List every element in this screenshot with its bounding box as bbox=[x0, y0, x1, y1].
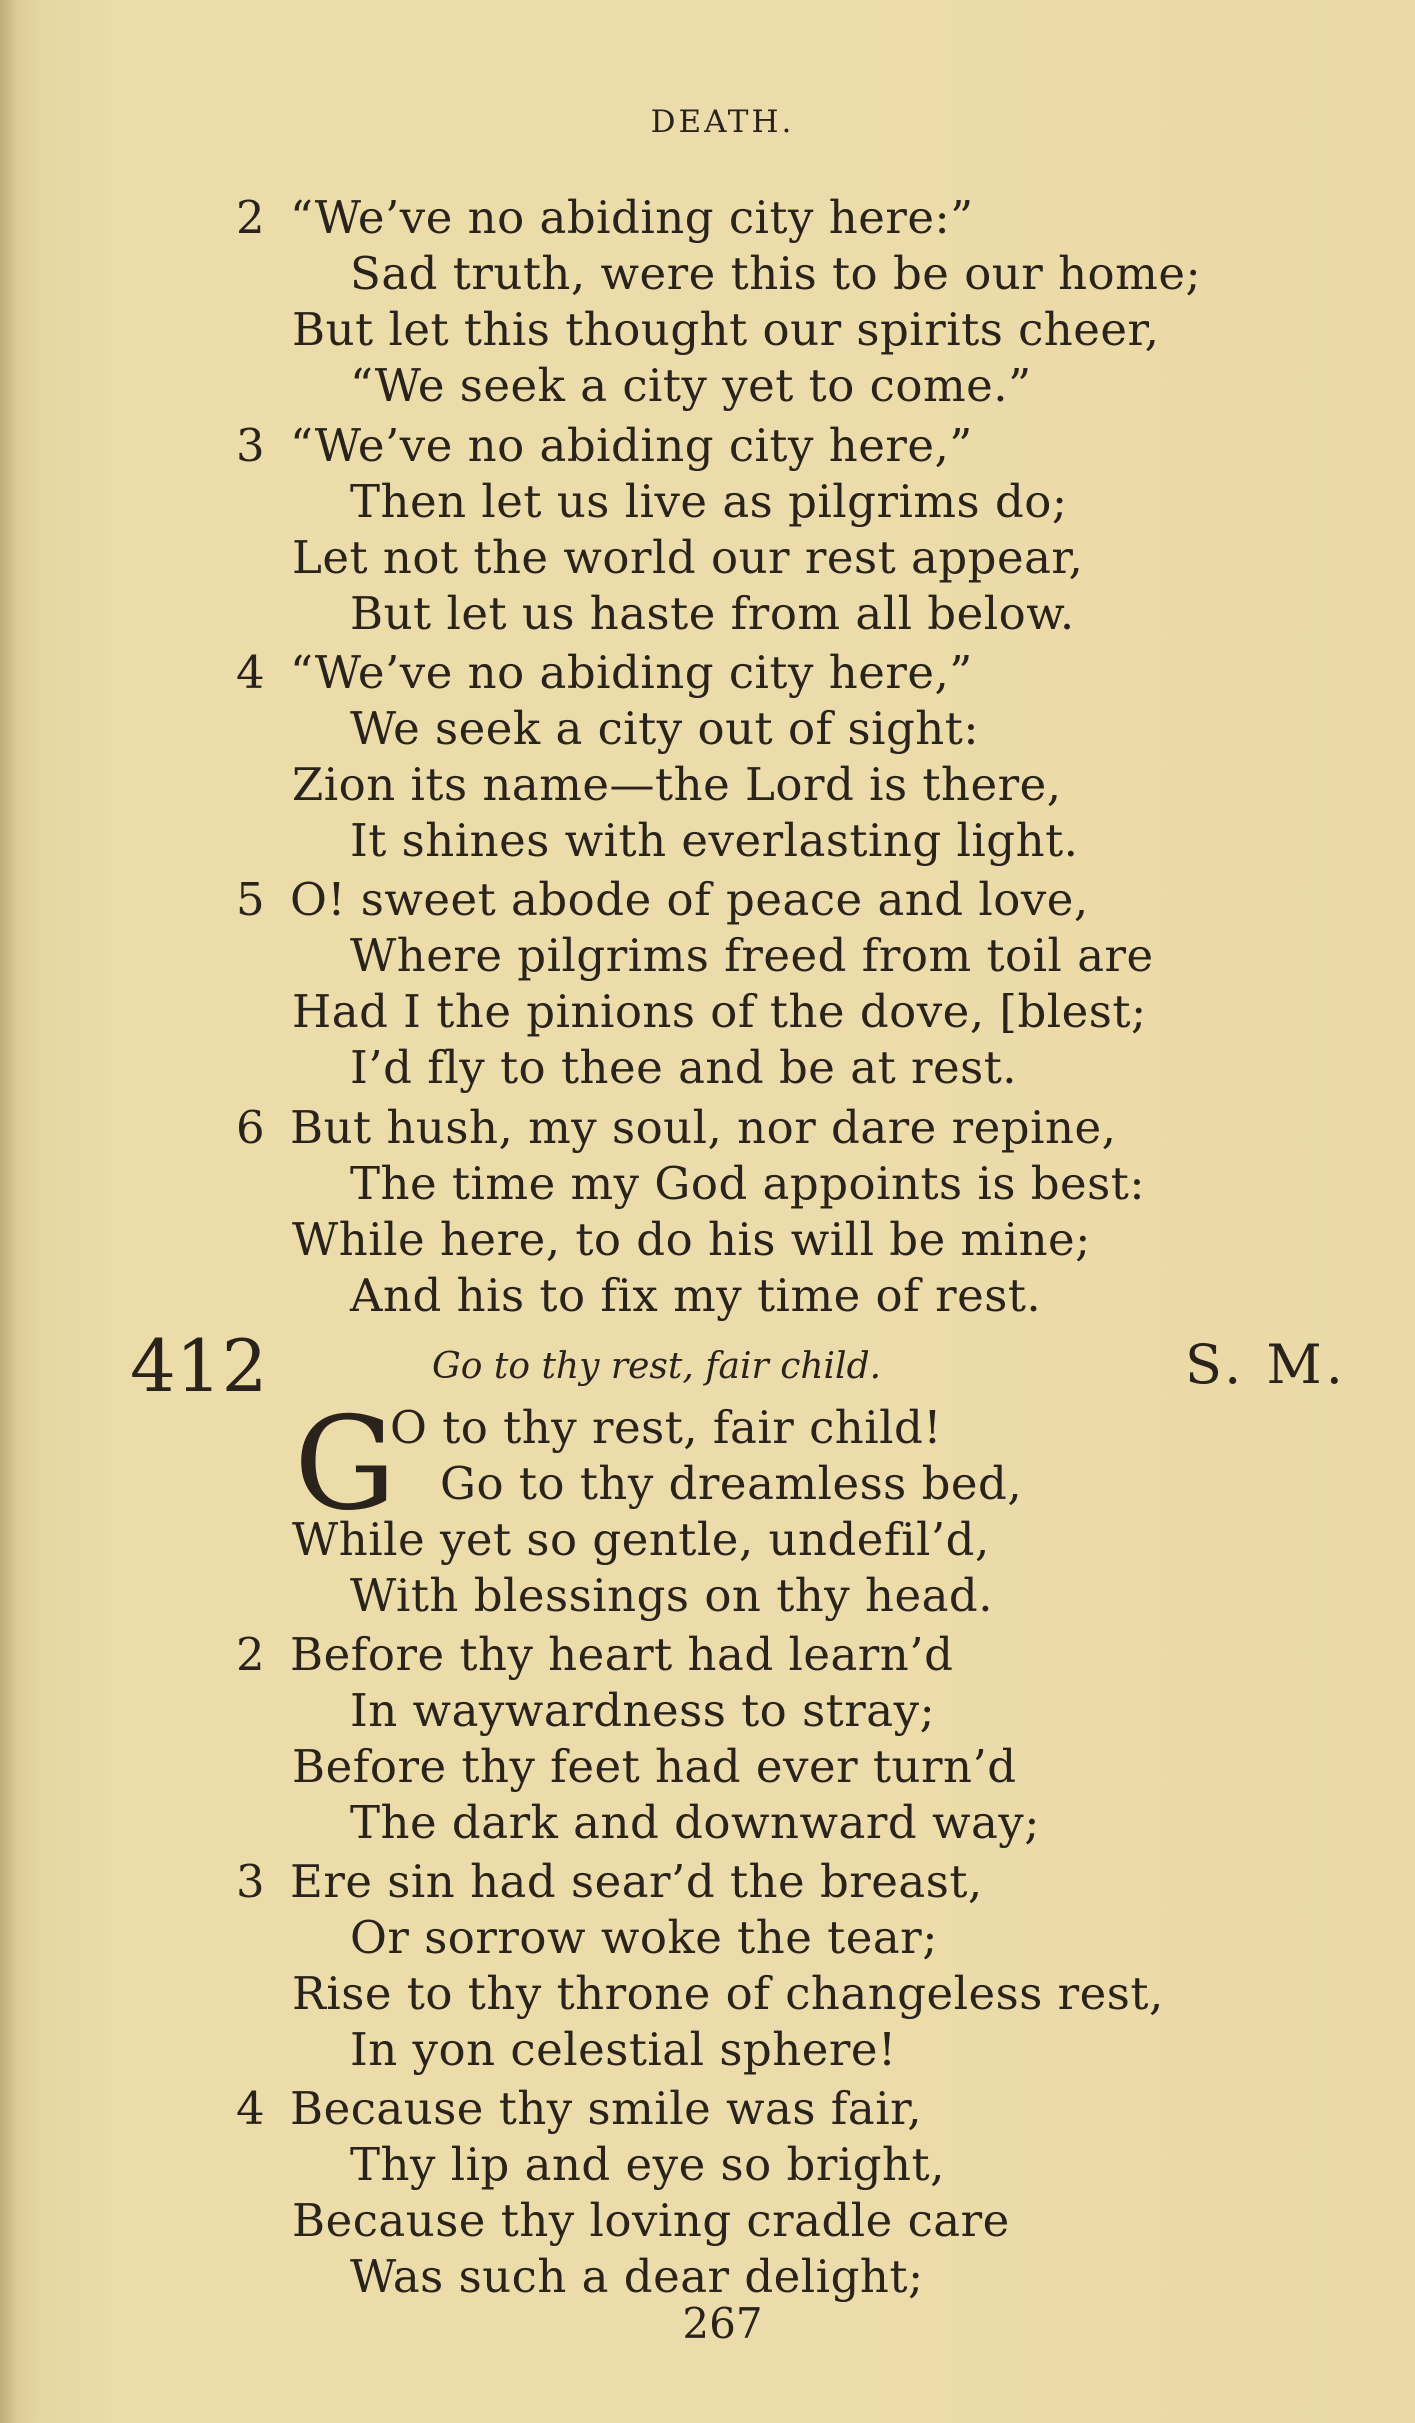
verse-line: It shines with everlasting light. bbox=[350, 814, 1079, 867]
verse-line: O! sweet abode of peace and love, bbox=[290, 873, 1089, 926]
verse-line: Sad truth, were this to be our home; bbox=[350, 247, 1202, 300]
verse-line: While here, to do his will be mine; bbox=[292, 1213, 1091, 1266]
verse-line: Was such a dear delight; bbox=[350, 2250, 924, 2303]
verse-line: Then let us live as pilgrims do; bbox=[350, 475, 1068, 528]
verse-line: Before thy feet had ever turn’d bbox=[292, 1740, 1017, 1793]
running-head: DEATH. bbox=[650, 104, 795, 140]
verse-line: While yet so gentle, undefil’d, bbox=[292, 1513, 990, 1566]
verse-line: “We’ve no abiding city here:” bbox=[290, 191, 974, 244]
verse-line: Rise to thy throne of changeless rest, bbox=[292, 1967, 1164, 2020]
verse-line: In yon celestial sphere! bbox=[350, 2023, 897, 2076]
stanza-number: 4 bbox=[236, 2082, 265, 2135]
verse-line: In waywardness to stray; bbox=[350, 1684, 936, 1737]
verse-line: Where pilgrims freed from toil are bbox=[350, 929, 1154, 982]
verse-line: “We’ve no abiding city here,” bbox=[290, 646, 973, 699]
stanza-number: 3 bbox=[236, 1855, 265, 1908]
verse-line: Because thy smile was fair, bbox=[290, 2082, 923, 2135]
hymn-number: 412 bbox=[130, 1324, 268, 1408]
verse-line: “We’ve no abiding city here,” bbox=[290, 419, 973, 472]
verse-line: The time my God appoints is best: bbox=[350, 1157, 1146, 1210]
verse-line: We seek a city out of sight: bbox=[350, 702, 980, 755]
verse-line: “We seek a city yet to come.” bbox=[350, 359, 1032, 412]
stanza-number: 2 bbox=[236, 1628, 265, 1681]
verse-line: Because thy loving cradle care bbox=[292, 2194, 1010, 2247]
verse-line: Ere sin had sear’d the breast, bbox=[290, 1855, 983, 1908]
stanza-number: 3 bbox=[236, 419, 265, 472]
verse-line: The dark and downward way; bbox=[350, 1796, 1040, 1849]
verse-line: Go to thy dreamless bed, bbox=[440, 1457, 1023, 1510]
stanza-number: 6 bbox=[236, 1101, 265, 1154]
verse-line: Had I the pinions of the dove, [blest; bbox=[292, 985, 1147, 1038]
verse-line: But let this thought our spirits cheer, bbox=[292, 303, 1160, 356]
verse-line: Let not the world our rest appear, bbox=[292, 531, 1084, 584]
verse-line: With blessings on thy head. bbox=[350, 1569, 994, 1622]
page-number: 267 bbox=[682, 2299, 763, 2348]
page-edge-shadow bbox=[0, 0, 18, 2423]
hymn-title: Go to thy rest, fair child. bbox=[432, 1346, 882, 1387]
drop-cap: G bbox=[294, 1390, 397, 1539]
verse-line: Zion its name—the Lord is there, bbox=[292, 758, 1062, 811]
verse-line: But let us haste from all below. bbox=[350, 587, 1075, 640]
verse-line: And his to fix my time of rest. bbox=[350, 1269, 1042, 1322]
verse-line: But hush, my soul, nor dare repine, bbox=[290, 1101, 1117, 1154]
verse-line: I’d fly to thee and be at rest. bbox=[350, 1041, 1018, 1094]
stanza-number: 2 bbox=[236, 191, 265, 244]
hymn-meter: S. M. bbox=[1185, 1333, 1347, 1396]
stanza-number: 4 bbox=[236, 646, 265, 699]
stanza-number: 5 bbox=[236, 873, 265, 926]
verse-line: Thy lip and eye so bright, bbox=[350, 2138, 945, 2191]
verse-line: Before thy heart had learn’d bbox=[290, 1628, 954, 1681]
verse-line: Or sorrow woke the tear; bbox=[350, 1911, 938, 1964]
verse-line: O to thy rest, fair child! bbox=[390, 1401, 942, 1454]
